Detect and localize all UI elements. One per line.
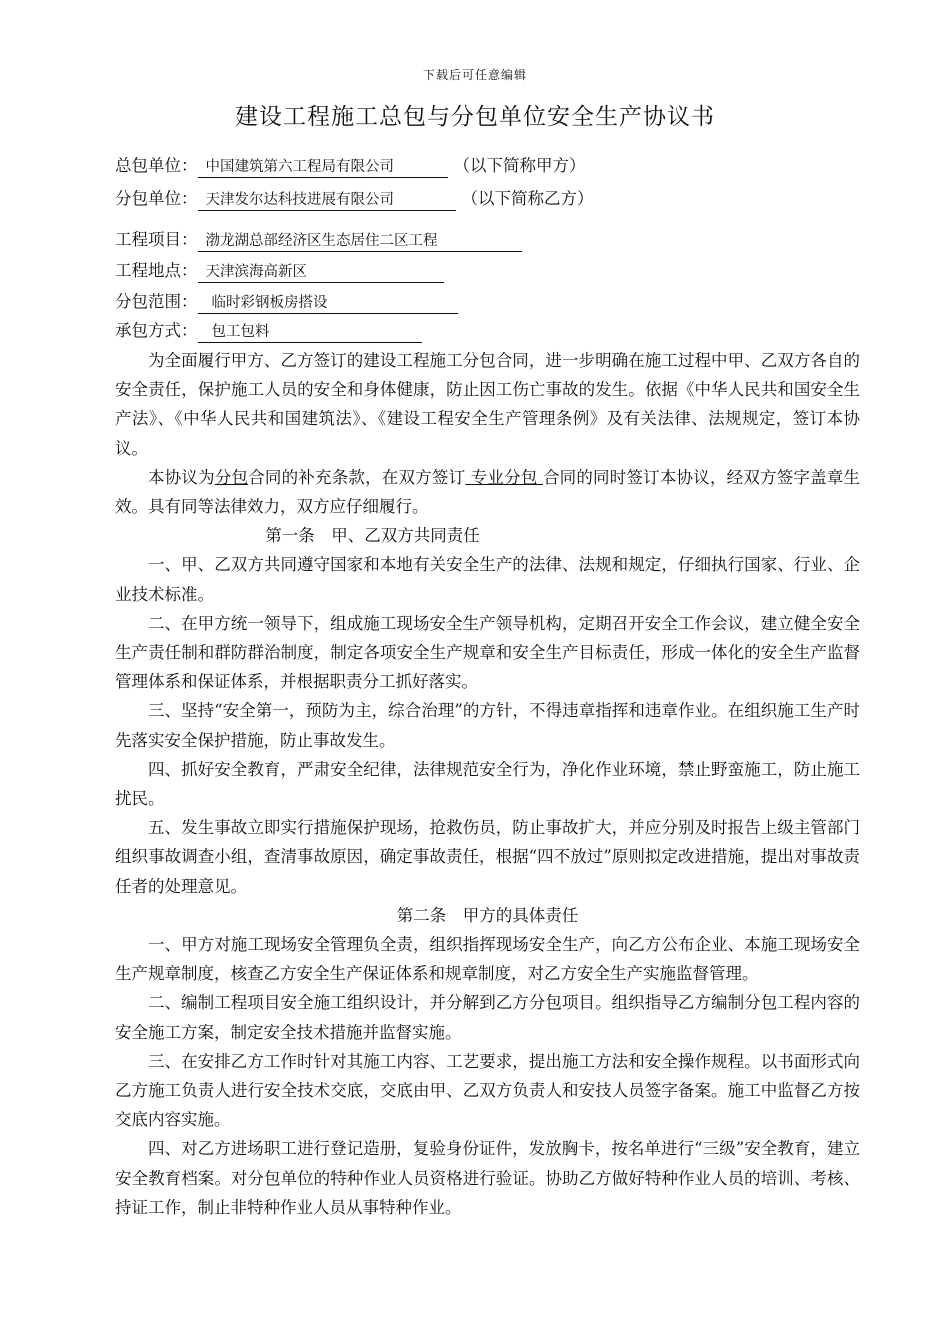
article-1-item: 五、发生事故立即实行措施保护现场，抢救伤员，防止事故扩大，并应分别及时报告上级主管部门组织事故调查小组，查清事故原因，确定事故责任，根据“四不放过”原则拟定改进措施，提出对事故责任者的处理意见。 <box>115 818 860 896</box>
article-1-heading: 第一条 甲、乙双方共同责任 <box>265 526 480 546</box>
field-label: 承包方式： <box>115 321 198 340</box>
article-2-heading: 第二条 甲方的具体责任 <box>396 905 579 925</box>
header-note: 下载后可任意编辑 <box>422 68 527 82</box>
field-location <box>115 258 444 284</box>
field-label: 总包单位： <box>115 156 198 175</box>
field-value: 天津滨海高新区 <box>198 262 444 283</box>
field-mode <box>115 318 422 344</box>
field-value: 临时彩钢板房搭设 <box>198 293 458 314</box>
field-value: 中国建筑第六工程局有限公司 <box>198 157 448 178</box>
preamble-paragraph: 为全面履行甲方、乙方签订的建设工程施工分包合同，进一步明确在施工过程中甲、乙双方各自的安全责任，保护施工人员的安全和身体健康，防止因工伤亡事故的发生。依据《中华人民共和国安全生产法》、《中华人民共和国建筑法》、《建设工程安全生产管理条例》及有关法律、法规规定，签订本协议。 <box>115 351 860 458</box>
article-2-item: 二、编制工程项目安全施工组织设计，并分解到乙方分包项目。组织指导乙方编制分包工程内容的安全施工方案，制定安全技术措施并监督实施。 <box>115 993 860 1042</box>
field-value: 包工包料 <box>198 322 422 343</box>
supplement-text: 合同的同时签订本协议，经双方签字盖章生效。具有同等法律效力，双方应仔细履行。 <box>115 467 861 517</box>
document-title: 建设工程施工总包与分包单位安全生产协议书 <box>235 104 715 130</box>
body-text <box>115 346 860 1222</box>
field-general-contractor <box>115 153 586 179</box>
field-label: 工程地点： <box>115 261 198 280</box>
field-subcontractor <box>115 186 594 212</box>
supplement-text: 本协议为 <box>148 467 215 487</box>
article-1-item: 一、甲、乙双方共同遵守国家和本地有关安全生产的法律、法规和规定，仔细执行国家、行业、企业技术标准。 <box>115 555 860 604</box>
field-label: 分包范围： <box>115 292 198 311</box>
field-value: 天津发尔达科技进展有限公司 <box>198 190 456 211</box>
supplement-underlined: 分包 <box>214 467 249 487</box>
article-1-item: 三、坚持“安全第一，预防为主，综合治理”的方针，不得违章指挥和违章作业。在组织施工生产时先落实安全保护措施，防止事故发生。 <box>115 701 860 750</box>
supplement-text: 合同的补充条款，在双方签订 <box>248 467 466 487</box>
supplement-paragraph <box>115 463 860 521</box>
field-note: （以下简称乙方） <box>461 189 594 208</box>
field-project <box>115 227 522 253</box>
field-value: 渤龙湖总部经济区生态居住二区工程 <box>198 231 522 252</box>
field-label: 工程项目： <box>115 230 198 249</box>
field-label: 分包单位： <box>115 189 198 208</box>
article-2-item: 一、甲方对施工现场安全管理负全责，组织指挥现场安全生产，向乙方公布企业、本施工现场安全生产规章制度，核查乙方安全生产保证体系和规章制度，对乙方安全生产实施监督管理。 <box>115 935 860 984</box>
article-1-item: 四、抓好安全教育，严肃安全纪律，法律规范安全行为，净化作业环境，禁止野蛮施工，防止施工扰民。 <box>115 759 860 809</box>
field-scope <box>115 289 458 315</box>
article-1-item: 二、在甲方统一领导下，组成施工现场安全生产领导机构，定期召开安全工作会议，建立健全安全生产责任制和群防群治制度，制定各项安全生产规章和安全生产目标责任，形成一体化的安全生产监督管理体系和保证体系，并根据职责分工抓好落实。 <box>115 613 860 692</box>
field-note: （以下简称甲方） <box>453 156 586 175</box>
article-2-item: 四、对乙方进场职工进行登记造册，复验身份证件，发放胸卡，按名单进行“三级”安全教育，建立安全教育档案。对分包单位的特种作业人员资格进行验证。协助乙方做好特种作业人员的培训、考核、持证工作，制止非特种作业人员从事特种作业。 <box>115 1139 860 1217</box>
supplement-underlined: 专业分包 <box>465 467 543 487</box>
article-2-item: 三、在安排乙方工作时针对其施工内容、工艺要求，提出施工方法和安全操作规程。以书面形式向乙方施工负责人进行安全技术交底，交底由甲、乙双方负责人和安技人员签字备案。施工中监督乙方按交底内容实施。 <box>115 1051 860 1130</box>
